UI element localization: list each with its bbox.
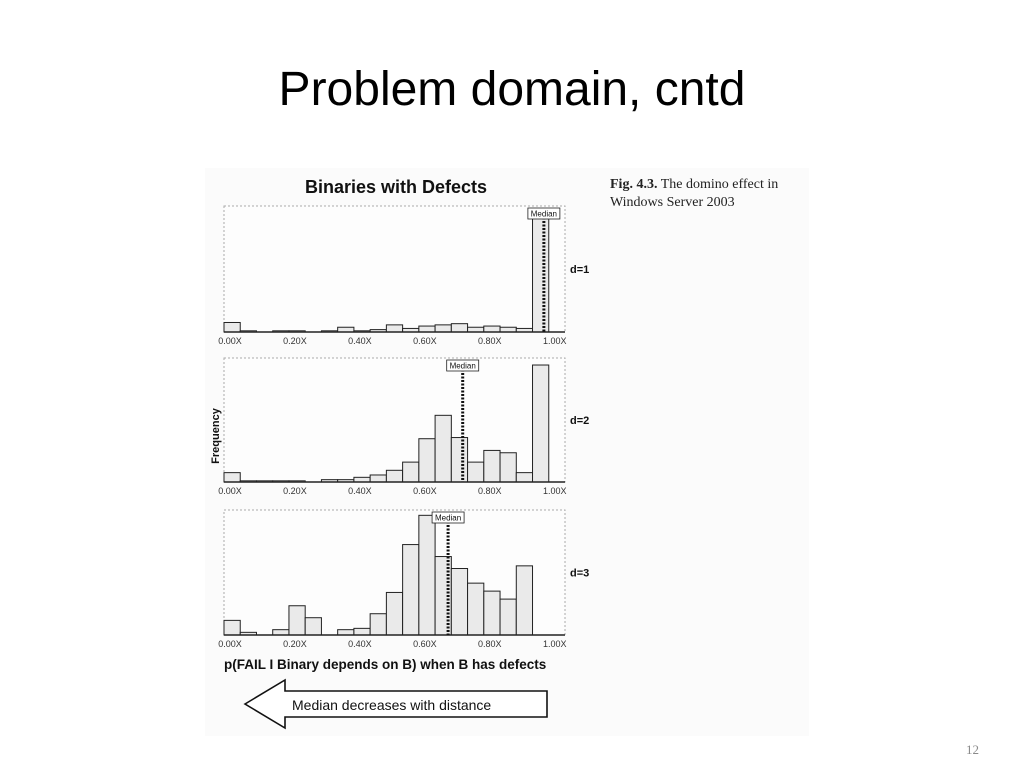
figure-caption [610, 176, 830, 212]
histogram-bar [516, 566, 532, 635]
median-label: Median [434, 513, 462, 523]
x-axis-label: p(FAIL I Binary depends on B) when B has defects [224, 657, 547, 672]
histogram-bar [403, 462, 419, 482]
caption-label: Fig. 4.3. [610, 177, 658, 192]
panel-label: d=2 [570, 415, 590, 427]
histogram-bar [273, 630, 289, 635]
histogram-bar [500, 453, 516, 482]
page-number: 12 [966, 742, 979, 757]
x-tick-label: 0.40X [348, 486, 372, 496]
arrow-text: Median decreases with distance [292, 697, 492, 713]
x-tick-label: 0.20X [283, 336, 307, 346]
figure-title: Binaries with Defects [304, 177, 488, 197]
histogram-bar [533, 213, 549, 332]
median-decreases-arrow [245, 680, 547, 728]
histogram-bar [419, 326, 435, 332]
median-label: Median [530, 209, 558, 219]
histogram-bar [370, 475, 386, 482]
histogram-bar [370, 614, 386, 635]
y-axis-label: Frequency [210, 408, 222, 464]
histogram-bar [468, 462, 484, 482]
median-label: Median [449, 361, 476, 371]
x-tick-label: 1.00X [542, 486, 567, 496]
histogram-bar [289, 606, 305, 635]
x-tick-label: 0.80X [478, 336, 502, 346]
x-tick-label: 0.40X [348, 639, 372, 649]
x-tick-label: 0.80X [478, 639, 502, 649]
x-tick-label: 0.00X [218, 486, 242, 496]
x-tick-label: 0.40X [348, 336, 372, 346]
histogram-bar [451, 438, 467, 482]
x-tick-label: 0.20X [283, 486, 307, 496]
caption-text: The domino effect in Windows Server 2003 [610, 177, 779, 210]
x-tick-label: 0.60X [413, 639, 437, 649]
histogram-bar [516, 473, 532, 482]
histogram-bar [305, 618, 321, 635]
histogram-bar [403, 545, 419, 635]
histogram-bar [451, 569, 467, 635]
histogram-bar [386, 592, 402, 635]
histogram-bar [386, 470, 402, 482]
panel-label: d=1 [570, 264, 590, 276]
histogram-bar [484, 591, 500, 635]
panel-frame [224, 206, 565, 332]
histogram-bar [386, 325, 402, 332]
histogram-bar [354, 628, 370, 635]
histogram-bar [419, 439, 435, 482]
histogram-bar [468, 583, 484, 635]
histogram-bar [224, 473, 240, 482]
x-tick-label: 0.00X [218, 336, 242, 346]
x-tick-label: 0.00X [218, 639, 242, 649]
histogram-bar [484, 450, 500, 482]
histogram-bar [484, 326, 500, 332]
x-tick-label: 1.00X [542, 639, 567, 649]
histogram-bar [500, 599, 516, 635]
x-tick-label: 0.20X [283, 639, 307, 649]
slide-title: Problem domain, cntd [278, 63, 746, 116]
histogram-bar [451, 324, 467, 332]
histogram-bar [224, 322, 240, 332]
histogram-bar [435, 415, 451, 482]
histogram-bar [435, 325, 451, 332]
histogram-figure [205, 168, 809, 736]
x-tick-label: 0.60X [413, 486, 437, 496]
x-tick-label: 0.80X [478, 486, 502, 496]
panel-label: d=3 [570, 567, 590, 580]
figure-panel [205, 168, 809, 736]
histogram-bar [419, 515, 435, 635]
x-tick-label: 1.00X [542, 336, 567, 346]
histogram-panels [218, 206, 589, 649]
histogram-bar [224, 620, 240, 635]
histogram-bar [533, 365, 549, 482]
x-tick-label: 0.60X [413, 336, 437, 346]
histogram-bar [338, 630, 354, 635]
